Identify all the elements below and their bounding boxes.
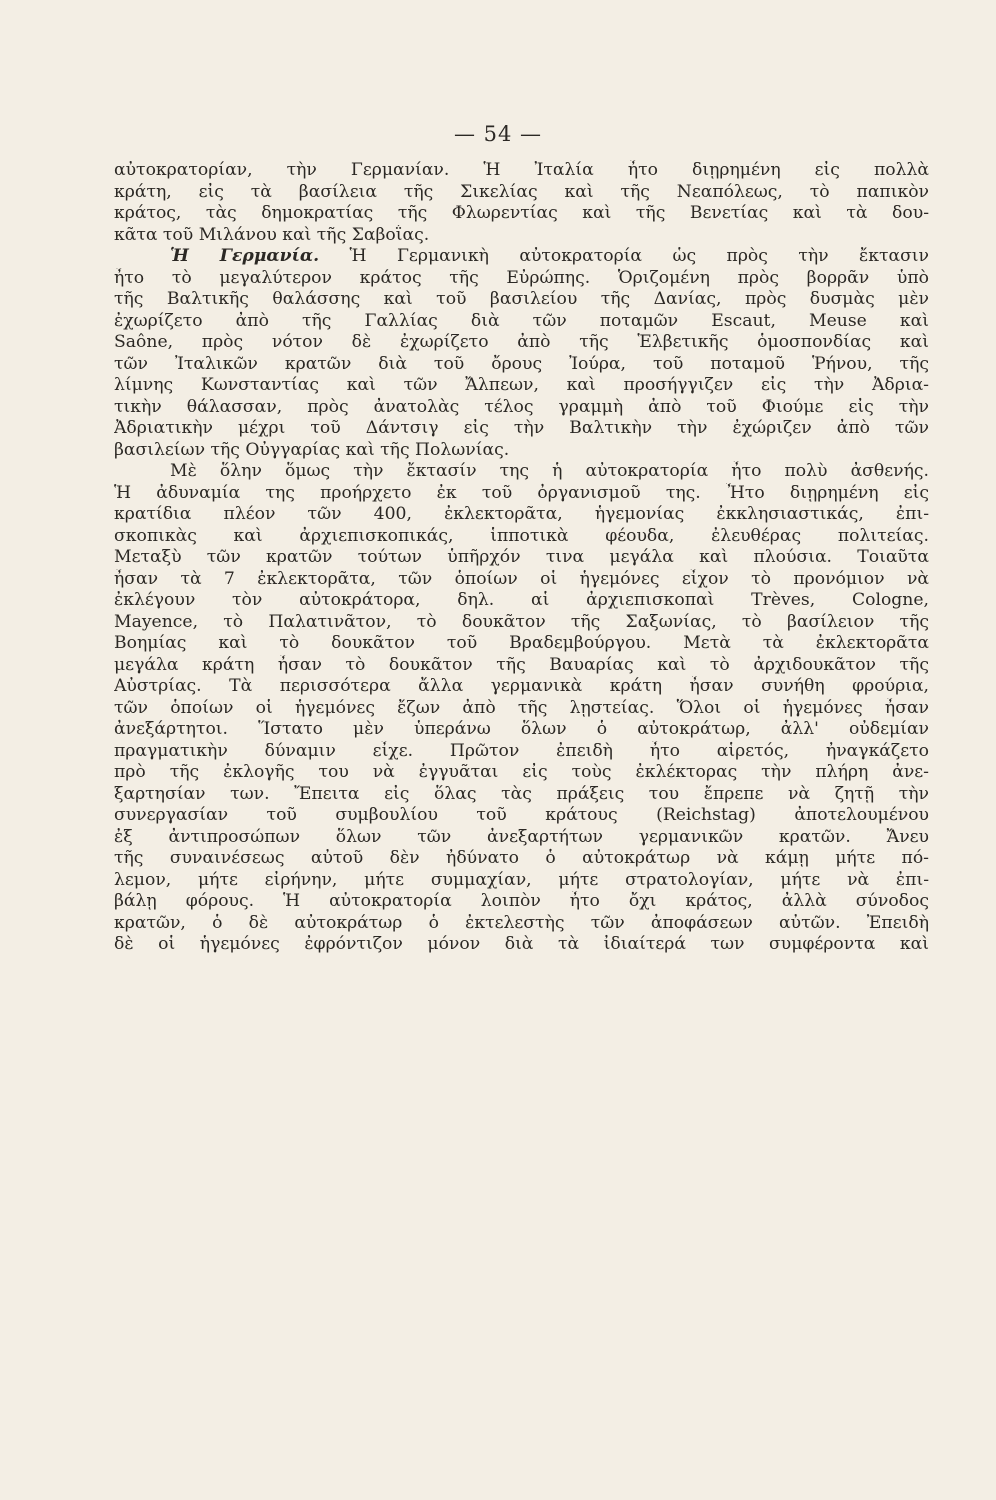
paragraph-3 bbox=[114, 461, 929, 956]
text-line: ξαρτησίαν των. Ἔπειτα εἰς ὅλας τὰς πράξεις του ἔπρεπε νὰ ζητῇ τὴν bbox=[114, 783, 929, 804]
text-line: ἀνεξάρτητοι. Ἵστατο μὲν ὑπεράνω ὅλων ὁ αὐτοκράτωρ, ἀλλ' οὐδεμίαν bbox=[114, 719, 929, 739]
text-line: λίμνης Κωνσταντίας καὶ τῶν Ἄλπεων, καὶ προσήγγιζεν εἰς τὴν Ἀδρια- bbox=[114, 375, 929, 395]
paragraph-2 bbox=[114, 246, 929, 461]
text-line: ἐκλέγουν τὸν αὐτοκράτορα, δηλ. αἱ ἀρχιεπισκοπαὶ Trèves, Cologne, bbox=[114, 590, 929, 610]
text-line: Ἡ ἀδυναμία της προήρχετο ἐκ τοῦ ὀργανισμοῦ της. Ἦτο διῃρημένη εἰς bbox=[114, 482, 929, 503]
text-line: Βοημίας καὶ τὸ δουκᾶτον τοῦ Βραδεμβούργου. Μετὰ τὰ ἐκλεκτορᾶτα bbox=[114, 633, 929, 653]
text-line: Ἀδριατικὴν μέχρι τοῦ Δάντσιγ εἰς τὴν Βαλτικὴν τὴν ἐχώριζεν ἀπὸ τῶν bbox=[114, 418, 929, 438]
text-line: Αὐστρίας. Τὰ περισσότερα ἄλλα γερμανικὰ κράτη ἦσαν συνήθη φρούρια, bbox=[114, 676, 929, 696]
text-line: ἐξ ἀντιπροσώπων ὅλων τῶν ἀνεξαρτήτων γερμανικῶν κρατῶν. Ἄνευ bbox=[114, 826, 929, 847]
text-line: δὲ οἱ ἡγεμόνες ἐφρόντιζον μόνον διὰ τὰ ἰδιαίτερά των συμφέροντα καὶ bbox=[114, 934, 929, 954]
page-number: — 54 — bbox=[453, 122, 543, 146]
paragraph-1 bbox=[114, 160, 929, 246]
text-line: Saône, πρὸς νότον δὲ ἐχωρίζετο ἀπὸ τῆς Ἑλβετικῆς ὁμοσπονδίας καὶ bbox=[114, 332, 929, 352]
text-line: Μεταξὺ τῶν κρατῶν τούτων ὑπῆρχόν τινα μεγάλα καὶ πλούσια. Τοιαῦτα bbox=[114, 547, 929, 567]
text-line: κρατῶν, ὁ δὲ αὐτοκράτωρ ὁ ἐκτελεστὴς τῶν ἀποφάσεων αὐτῶν. Ἐπειδὴ bbox=[114, 912, 929, 933]
text-line: τικὴν θάλασσαν, πρὸς ἀνατολὰς τέλος γραμμὴ ἀπὸ τοῦ Φιούμε εἰς τὴν bbox=[114, 396, 929, 417]
text-line: βάλῃ φόρους. Ἡ αὐτοκρατορία λοιπὸν ἦτο ὄχι κράτος, ἀλλὰ σύνοδος bbox=[114, 891, 929, 911]
text-line: κᾶτα τοῦ Μιλάνου καὶ τῆς Σαβοΐας. bbox=[114, 224, 430, 245]
text-line: ἦτο τὸ μεγαλύτερον κράτος τῆς Εὐρώπης. Ὁριζομένη πρὸς βορρᾶν ὑπὸ bbox=[114, 267, 929, 288]
text-line: τῶν ὁποίων οἱ ἡγεμόνες ἔζων ἀπὸ τῆς λῃστείας. Ὅλοι οἱ ἡγεμόνες ἦσαν bbox=[114, 697, 929, 718]
paragraph-2-first-line bbox=[114, 246, 929, 268]
text-line: συνεργασίαν τοῦ συμβουλίου τοῦ κράτους (Reichstag) ἀποτελουμένου bbox=[114, 805, 929, 825]
text-line: Mayence, τὸ Παλατινᾶτον, τὸ δουκᾶτον τῆς Σαξωνίας, τὸ βασίλειον τῆς bbox=[114, 611, 929, 632]
text-line: πρὸ τῆς ἐκλογῆς του νὰ ἐγγυᾶται εἰς τοὺς ἐκλέκτορας τὴν πλήρη ἀνε- bbox=[114, 762, 929, 782]
text-line: ἦσαν τὰ 7 ἐκλεκτορᾶτα, τῶν ὁποίων οἱ ἡγεμόνες εἶχον τὸ προνόμιον νὰ bbox=[114, 568, 929, 589]
text-line: λεμον, μήτε εἰρήνην, μήτε συμμαχίαν, μήτε στρατολογίαν, μήτε νὰ ἐπι- bbox=[114, 869, 929, 890]
text-line: τῶν Ἰταλικῶν κρατῶν διὰ τοῦ ὄρους Ἰούρα, τοῦ ποταμοῦ Ῥήνου, τῆς bbox=[114, 353, 929, 374]
body-text bbox=[114, 160, 929, 956]
text-line: μεγάλα κράτη ἦσαν τὸ δουκᾶτον τῆς Βαυαρίας καὶ τὸ ἀρχιδουκᾶτον τῆς bbox=[114, 654, 929, 675]
text-line: ἐχωρίζετο ἀπὸ τῆς Γαλλίας διὰ τῶν ποταμῶν Escaut, Meuse καὶ bbox=[114, 310, 929, 331]
text-line: τῆς συναινέσεως αὐτοῦ δὲν ἠδύνατο ὁ αὐτοκράτωρ νὰ κάμῃ μήτε πό- bbox=[114, 848, 929, 868]
text-line: σκοπικὰς καὶ ἀρχιεπισκοπικάς, ἱπποτικὰ φέουδα, ἐλευθέρας πολιτείας. bbox=[114, 525, 929, 546]
text-line: κρατίδια πλέον τῶν 400, ἐκλεκτορᾶτα, ἡγεμονίας ἐκκλησιαστικάς, ἐπι- bbox=[114, 504, 929, 524]
text-line: Μὲ ὅλην ὅμως τὴν ἔκτασίν της ἡ αὐτοκρατορία ἦτο πολὺ ἀσθενής. bbox=[170, 461, 929, 481]
text-line: πραγματικὴν δύναμιν εἶχε. Πρῶτον ἐπειδὴ ἦτο αἱρετός, ἠναγκάζετο bbox=[114, 740, 929, 761]
text-line: τῆς Βαλτικῆς θαλάσσης καὶ τοῦ βασιλείου τῆς Δανίας, πρὸς δυσμὰς μὲν bbox=[114, 289, 929, 309]
text-line: βασιλείων τῆς Οὐγγαρίας καὶ τῆς Πολωνίας. bbox=[114, 439, 510, 460]
section-heading: Ἡ Γερμανία. bbox=[170, 246, 320, 266]
text-span: Ἡ Γερμανικὴ αὐτοκρατορία ὡς πρὸς τὴν ἔκτασιν bbox=[349, 246, 929, 266]
text-line: κράτος, τὰς δημοκρατίας τῆς Φλωρεντίας καὶ τῆς Βενετίας καὶ τὰ δου- bbox=[114, 203, 929, 223]
text-line: κράτη, εἰς τὰ βασίλεια τῆς Σικελίας καὶ τῆς Νεαπόλεως, τὸ παπικὸν bbox=[114, 181, 929, 202]
text-line: αὐτοκρατορίαν, τὴν Γερμανίαν. Ἡ Ἰταλία ἦτο διῃρημένη εἰς πολλὰ bbox=[114, 160, 929, 180]
